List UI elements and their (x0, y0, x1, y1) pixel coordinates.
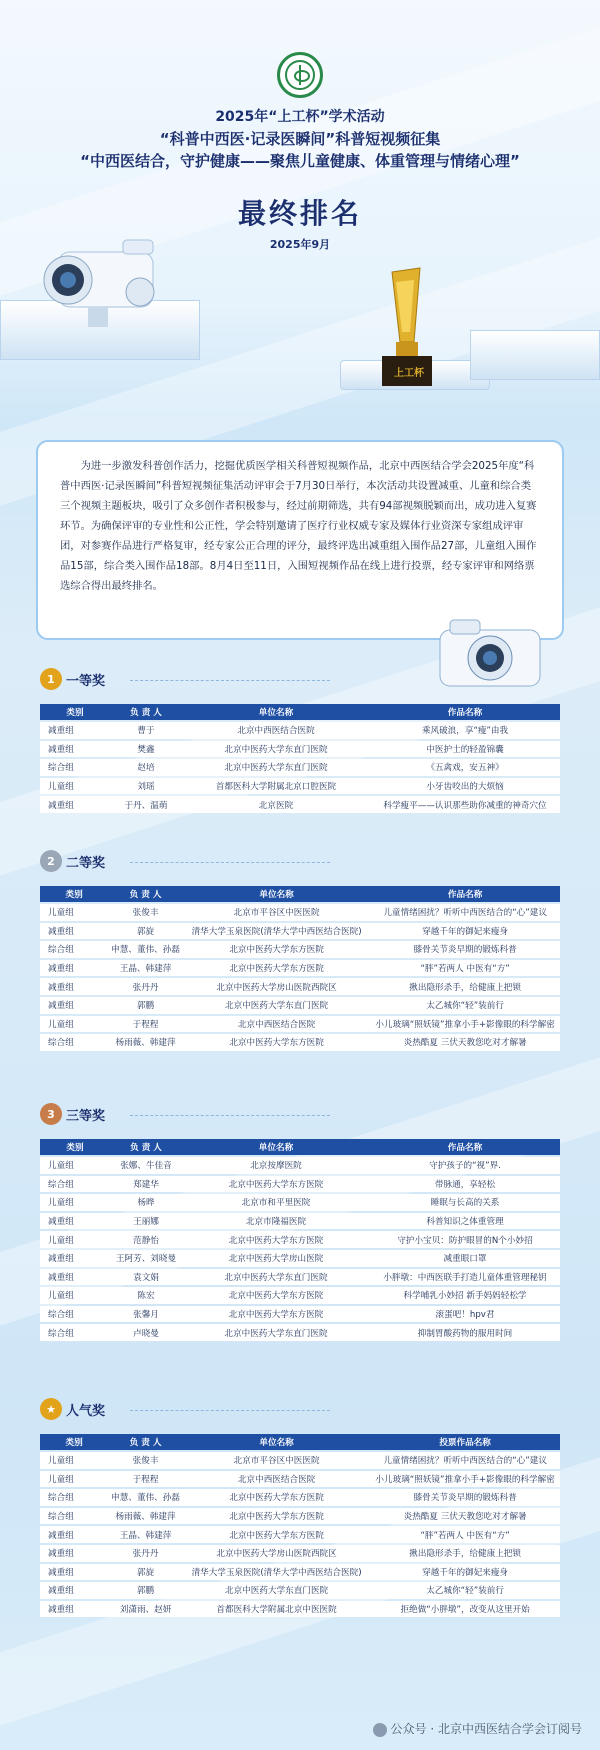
work-cell: 膝骨关节炎早期的锻炼科普 (370, 1489, 560, 1506)
unit-cell: 北京市和平里医院 (182, 1194, 370, 1211)
work-cell: 太乙城你“轻”装前行 (370, 997, 560, 1014)
table-row (40, 1526, 560, 1543)
unit-cell: 北京中西医结合医院 (183, 1471, 370, 1488)
person-cell: 郭鹏 (108, 1582, 183, 1599)
category-cell: 减重组 (40, 1250, 110, 1267)
person-cell: 刘潇雨、赵妍 (108, 1601, 183, 1618)
unit-cell: 北京中医药大学东方医院 (183, 1034, 370, 1051)
prize-section-first (40, 668, 560, 818)
category-cell: 减重组 (40, 1269, 110, 1286)
work-cell: 科学哺乳小妙招 新手妈妈轻松学 (370, 1287, 560, 1304)
table-row (40, 1157, 560, 1174)
category-cell: 减重组 (40, 796, 110, 813)
unit-cell: 北京中医药大学东方医院 (183, 1508, 370, 1525)
category-cell: 减重组 (40, 1213, 110, 1230)
work-cell: 中医护士的轻盈锦囊 (370, 741, 560, 758)
column-header: 作品名称 (370, 886, 560, 902)
work-cell: “胖”若两人 中医有“方” (370, 1526, 560, 1543)
table-row (40, 1213, 560, 1230)
column-header: 类别 (40, 1434, 108, 1450)
category-cell: 减重组 (40, 1601, 108, 1618)
star-medal-icon: ★ (40, 1398, 62, 1420)
footer-credit (373, 1720, 582, 1737)
work-cell: 揪出隐形杀手，给健康上把锁 (370, 1545, 560, 1562)
person-cell: 郭旋 (108, 1564, 183, 1581)
unit-cell: 北京中医药大学房山医院西院区 (183, 1545, 370, 1562)
unit-cell: 北京市隆福医院 (182, 1213, 370, 1230)
table-row (40, 759, 560, 776)
divider (130, 1115, 330, 1116)
person-cell: 张娜、牛佳音 (110, 1157, 182, 1174)
person-cell: 张馨月 (110, 1306, 182, 1323)
column-header: 单位名称 (182, 704, 370, 720)
column-header: 负 责 人 (110, 1139, 182, 1155)
table-row (40, 722, 560, 739)
unit-cell: 北京中医药大学房山医院西院区 (183, 978, 370, 995)
person-cell: 郭鹏 (108, 997, 183, 1014)
person-cell: 郑建华 (110, 1176, 182, 1193)
table-row (40, 741, 560, 758)
category-cell: 综合组 (40, 759, 110, 776)
campaign-title: “科普中西医·记录医瞬间”科普短视频征集 (159, 130, 441, 148)
unit-cell: 北京中医药大学东直门医院 (182, 1324, 370, 1341)
person-cell: 刘瑶 (110, 778, 182, 795)
person-cell: 卢晓曼 (110, 1324, 182, 1341)
unit-cell: 北京按摩医院 (182, 1157, 370, 1174)
work-cell: 拒绝做“小胖墩”，改变从这里开始 (370, 1601, 560, 1618)
category-cell: 儿童组 (40, 1157, 110, 1174)
medal-icon: 3 (40, 1103, 62, 1125)
person-cell: 张俊丰 (108, 904, 183, 921)
video-camera-icon (28, 232, 178, 332)
unit-cell: 北京市平谷区中医医院 (183, 1452, 370, 1469)
column-header: 单位名称 (183, 886, 370, 902)
person-cell: 王阿芳、刘晓曼 (110, 1250, 182, 1267)
category-cell: 综合组 (40, 1306, 110, 1323)
column-header: 类别 (40, 886, 108, 902)
category-cell: 综合组 (40, 1489, 108, 1506)
unit-cell: 北京中医药大学东方医院 (183, 960, 370, 977)
person-cell: 郭旋 (108, 923, 183, 940)
work-cell: 穿越千年的御妃来瘦身 (370, 923, 560, 940)
table-row (40, 1564, 560, 1581)
unit-cell: 北京中医药大学东方医院 (183, 941, 370, 958)
person-cell: 樊鑫 (110, 741, 182, 758)
table-row (40, 1269, 560, 1286)
person-cell: 于程程 (108, 1471, 183, 1488)
column-header: 负 责 人 (108, 1434, 183, 1450)
work-cell: 膝骨关节炎早期的锻炼科普 (370, 941, 560, 958)
unit-cell: 北京中西医结合医院 (183, 1016, 370, 1033)
section-title: 三等奖 (66, 1109, 106, 1124)
column-header: 负 责 人 (108, 886, 183, 902)
work-cell: 减重眼口罩 (370, 1250, 560, 1267)
work-cell: 守护小宝贝：防护眼冒的N个小妙招 (370, 1231, 560, 1248)
table-row (40, 1324, 560, 1341)
category-cell: 综合组 (40, 1034, 108, 1051)
person-cell: 申慧、董伟、孙磊 (108, 1489, 183, 1506)
unit-cell: 北京中医药大学东方医院 (183, 1489, 370, 1506)
column-header: 单位名称 (183, 1434, 370, 1450)
unit-cell: 北京中医药大学东直门医院 (183, 997, 370, 1014)
category-cell: 减重组 (40, 1545, 108, 1562)
category-cell: 儿童组 (40, 1471, 108, 1488)
work-cell: 揪出隐形杀手，给健康上把锁 (370, 978, 560, 995)
person-cell: 王晶、韩建萍 (108, 1526, 183, 1543)
section-title: 人气奖 (66, 1404, 106, 1419)
category-cell: 儿童组 (40, 1016, 108, 1033)
unit-cell: 清华大学玉泉医院(清华大学中西医结合医院) (183, 1564, 370, 1581)
work-cell: 滚蛋吧！hpv君 (370, 1306, 560, 1323)
unit-cell: 首都医科大学附属北京口腔医院 (182, 778, 370, 795)
award-table (40, 1432, 560, 1619)
work-cell: 睡眠与长高的关系 (370, 1194, 560, 1211)
unit-cell: 北京中医药大学东方医院 (182, 1176, 370, 1193)
unit-cell: 北京市平谷区中医医院 (183, 904, 370, 921)
unit-cell: 北京中医药大学东方医院 (182, 1231, 370, 1248)
person-cell: 曹于 (110, 722, 182, 739)
table-row (40, 1176, 560, 1193)
unit-cell: 北京中医药大学东方医院 (182, 1287, 370, 1304)
column-header: 单位名称 (182, 1139, 370, 1155)
section-title: 一等奖 (66, 674, 106, 689)
column-header: 作品名称 (370, 704, 560, 720)
theme-title: “中西医结合，守护健康——聚焦儿童健康、体重管理与情绪心理” (80, 152, 520, 170)
category-cell: 综合组 (40, 1324, 110, 1341)
table-row (40, 904, 560, 921)
column-header: 类别 (40, 704, 110, 720)
table-row (40, 1508, 560, 1525)
table-row (40, 1016, 560, 1033)
person-cell: 杨雨薇、韩建萍 (108, 1508, 183, 1525)
unit-cell: 北京中医药大学房山医院 (182, 1250, 370, 1267)
work-cell: 《五禽戏，安五神》 (370, 759, 560, 776)
unit-cell: 北京中医药大学东直门医院 (182, 759, 370, 776)
work-cell: 抑制胃酸药物的服用时间 (370, 1324, 560, 1341)
unit-cell: 清华大学玉泉医院(清华大学中西医结合医院) (183, 923, 370, 940)
work-cell: 小胖墩：中西医联手打造儿童体重管理秘钥 (370, 1269, 560, 1286)
work-cell: 穿越千年的御妃来瘦身 (370, 1564, 560, 1581)
category-cell: 减重组 (40, 722, 110, 739)
award-table (40, 1137, 560, 1343)
work-cell: “胖”若两人 中医有“方” (370, 960, 560, 977)
work-cell: 炎热酷夏 三伏天教您吃对才解暑 (370, 1508, 560, 1525)
page-title: 最终排名 (237, 197, 362, 230)
category-cell: 减重组 (40, 741, 110, 758)
work-cell: 乘风破浪，享“瘦”由我 (370, 722, 560, 739)
date-label: 2025年9月 (269, 238, 331, 251)
divider (130, 862, 330, 863)
table-row (40, 978, 560, 995)
work-cell: 小牙齿咬出的大烦恼 (370, 778, 560, 795)
intro-paragraph: 为进一步激发科普创作活力，挖掘优质医学相关科普短视频作品，北京中西医结合学会2025年度“科普中西医·记录医瞬间”科普短视频征集活动评审会于7月30日举行，本次活动共设置减重、儿童和综合类三个视频主题板块，吸引了众多创作者积极参与，经过前期筛选，共有94部视频脱颖而出，成功进入复赛环节。为确保评审的专业性和公正性，学会特别邀请了医疗行业权威专家及媒体行业资深专家组成评审团，对参赛作品进行严格复审，经专家公正合理的评分，最终评选出减重组入围作品27部，儿童组入围作品15部，综合类入围作品18部。8月4日至11日，入围短视频作品在线上进行投票，经专家评审和网络票选综合得出最终排名。 (36, 440, 564, 640)
table-row (40, 923, 560, 940)
table-row (40, 941, 560, 958)
table-row (40, 796, 560, 813)
table-row (40, 997, 560, 1014)
prize-section-third (40, 1103, 560, 1353)
table-row (40, 1471, 560, 1488)
work-cell: 儿童情绪困扰？听听中西医结合的“心”建议 (370, 904, 560, 921)
person-cell: 赵培 (110, 759, 182, 776)
medal-icon: 1 (40, 668, 62, 690)
table-row (40, 1194, 560, 1211)
person-cell: 于程程 (108, 1016, 183, 1033)
person-cell: 王丽娜 (110, 1213, 182, 1230)
category-cell: 儿童组 (40, 778, 110, 795)
category-cell: 儿童组 (40, 1287, 110, 1304)
person-cell: 申慧、董伟、孙磊 (108, 941, 183, 958)
trophy-label: 上工杯 (394, 368, 424, 379)
person-cell: 杨晔 (110, 1194, 182, 1211)
section-title: 二等奖 (66, 856, 106, 871)
category-cell: 儿童组 (40, 1452, 108, 1469)
table-row (40, 1250, 560, 1267)
table-row (40, 960, 560, 977)
prize-section-popularity (40, 1398, 560, 1638)
work-cell: 带脉通，享轻松 (370, 1176, 560, 1193)
footer-text: 公众号 · 北京中西医结合学会订阅号 (390, 1722, 582, 1736)
stage-platform (470, 330, 600, 380)
table-row (40, 1582, 560, 1599)
category-cell: 儿童组 (40, 1231, 110, 1248)
society-logo (277, 52, 323, 98)
category-cell: 减重组 (40, 978, 108, 995)
column-header: 负 责 人 (110, 704, 182, 720)
table-row (40, 1452, 560, 1469)
work-cell: 太乙城你“轻”装前行 (370, 1582, 560, 1599)
person-cell: 王晶、韩建萍 (108, 960, 183, 977)
category-cell: 减重组 (40, 960, 108, 977)
award-table (40, 702, 560, 815)
person-cell: 袁文娟 (110, 1269, 182, 1286)
work-cell: 小儿玻璃“照妖镜”推拿小手+影像眼的科学解密 (370, 1016, 560, 1033)
table-row (40, 778, 560, 795)
unit-cell: 北京中医药大学东方医院 (183, 1526, 370, 1543)
unit-cell: 北京中医药大学东直门医院 (182, 741, 370, 758)
person-cell: 范静怡 (110, 1231, 182, 1248)
table-row (40, 1601, 560, 1618)
column-header: 类别 (40, 1139, 110, 1155)
work-cell: 小儿玻璃“照妖镜”推拿小手+影像眼的科学解密 (370, 1471, 560, 1488)
category-cell: 综合组 (40, 941, 108, 958)
work-cell: 儿童情绪困扰？听听中西医结合的“心”建议 (370, 1452, 560, 1469)
work-cell: 科学瘦平——认识那些助你减重的神奇穴位 (370, 796, 560, 813)
category-cell: 减重组 (40, 1582, 108, 1599)
unit-cell: 北京中医药大学东方医院 (182, 1306, 370, 1323)
table-row (40, 1231, 560, 1248)
category-cell: 减重组 (40, 923, 108, 940)
person-cell: 杨雨薇、韩建萍 (108, 1034, 183, 1051)
table-row (40, 1306, 560, 1323)
category-cell: 综合组 (40, 1508, 108, 1525)
table-row (40, 1489, 560, 1506)
table-row (40, 1287, 560, 1304)
prize-section-second (40, 850, 560, 1060)
activity-title: 2025年“上工杯”学术活动 (215, 109, 385, 125)
unit-cell: 北京中西医结合医院 (182, 722, 370, 739)
unit-cell: 北京中医药大学东直门医院 (182, 1269, 370, 1286)
category-cell: 减重组 (40, 1526, 108, 1543)
award-table (40, 884, 560, 1053)
person-cell: 张俊丰 (108, 1452, 183, 1469)
work-cell: 守护孩子的“视”界. (370, 1157, 560, 1174)
work-cell: 科普知识之体重管理 (370, 1213, 560, 1230)
person-cell: 于丹、温萌 (110, 796, 182, 813)
column-header: 投票作品名称 (370, 1434, 560, 1450)
column-header: 作品名称 (370, 1139, 560, 1155)
medal-icon: 2 (40, 850, 62, 872)
category-cell: 减重组 (40, 997, 108, 1014)
category-cell: 综合组 (40, 1176, 110, 1193)
table-row (40, 1545, 560, 1562)
unit-cell: 北京中医药大学东直门医院 (183, 1582, 370, 1599)
category-cell: 减重组 (40, 1564, 108, 1581)
unit-cell: 北京医院 (182, 796, 370, 813)
category-cell: 儿童组 (40, 1194, 110, 1211)
work-cell: 炎热酷夏 三伏天教您吃对才解暑 (370, 1034, 560, 1051)
divider (130, 680, 330, 681)
wechat-icon (373, 1723, 387, 1737)
unit-cell: 首都医科大学附属北京中医医院 (183, 1601, 370, 1618)
category-cell: 儿童组 (40, 904, 108, 921)
person-cell: 陈宏 (110, 1287, 182, 1304)
person-cell: 张丹丹 (108, 978, 183, 995)
table-row (40, 1034, 560, 1051)
person-cell: 张丹丹 (108, 1545, 183, 1562)
divider (130, 1410, 330, 1411)
